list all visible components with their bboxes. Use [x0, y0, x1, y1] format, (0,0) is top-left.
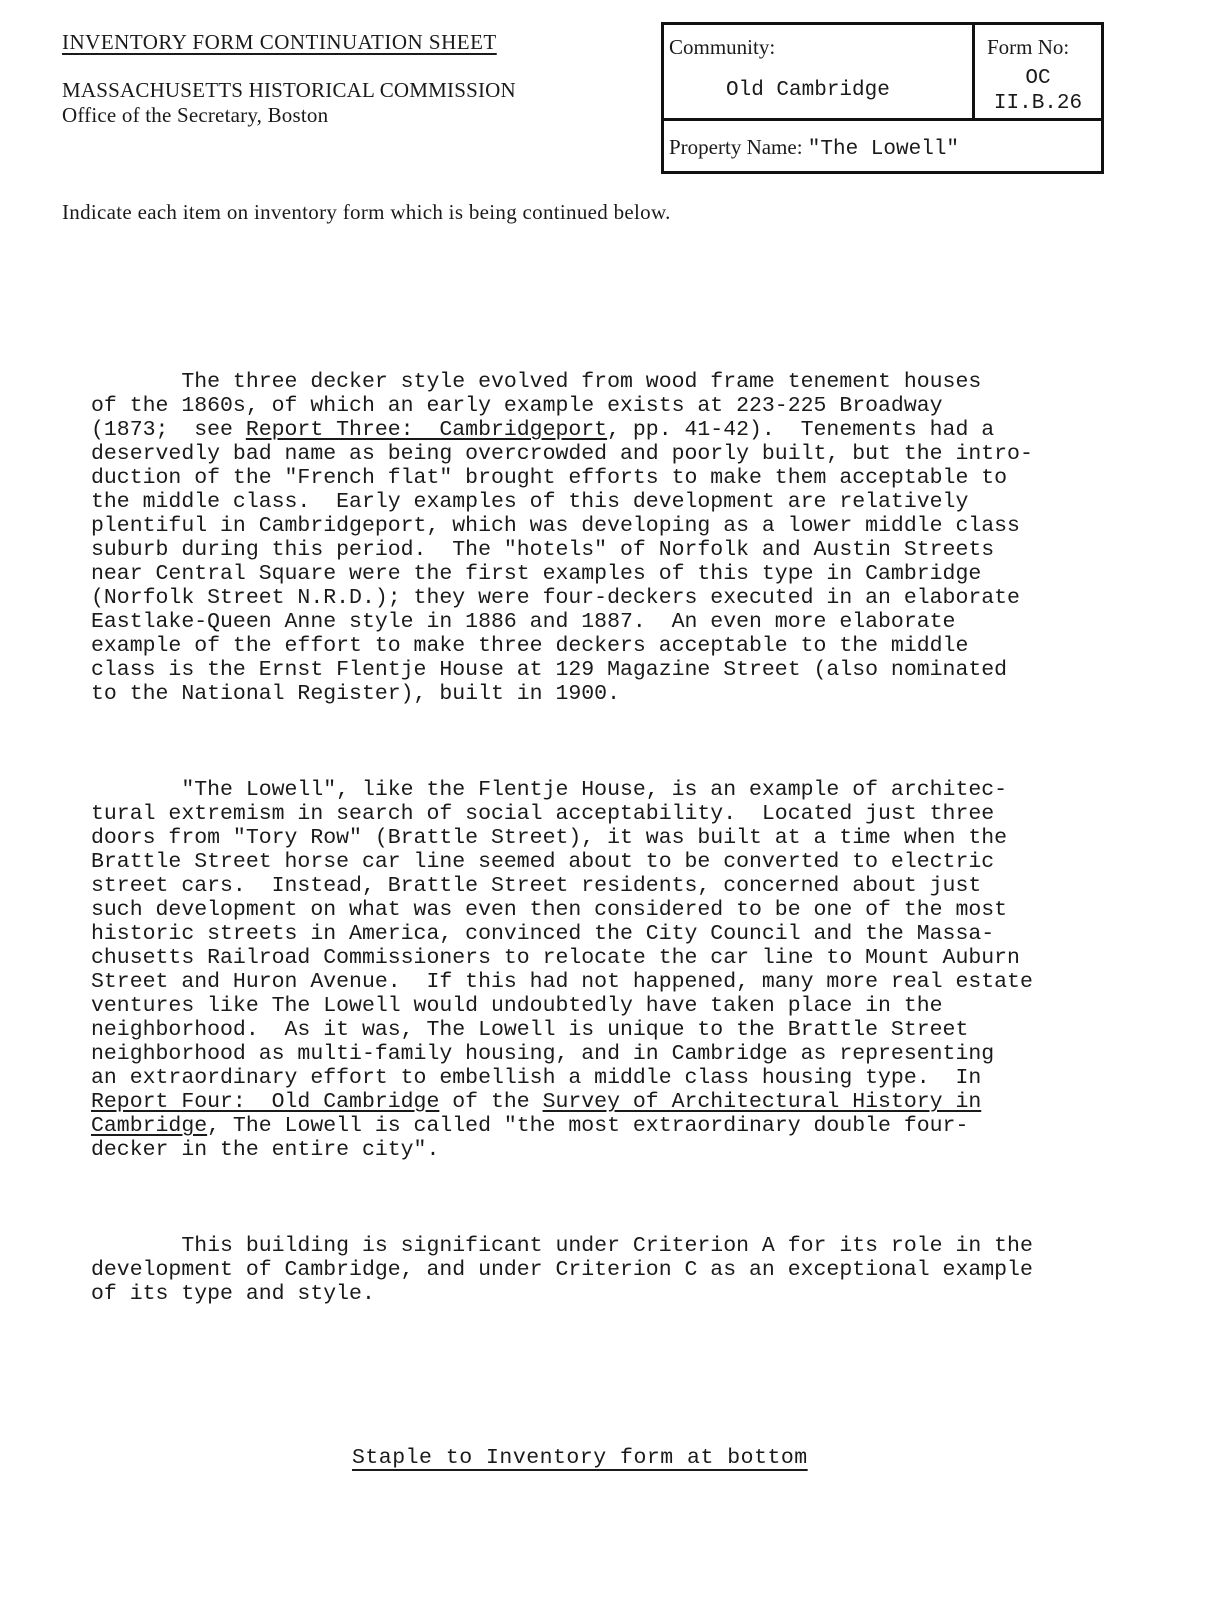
text-line: to the National Register), built in 1900. [91, 682, 620, 706]
staple-instruction: Staple to Inventory form at bottom [352, 1446, 808, 1470]
text-line: chusetts Railroad Commissioners to relocate the car line to Mount Auburn [91, 946, 1020, 970]
text-line: historic streets in America, convinced the City Council and the Massa- [91, 922, 995, 946]
text-line: of the [439, 1090, 543, 1114]
form-number-cell [975, 25, 1101, 121]
continuation-body [91, 322, 1151, 1354]
community-cell [664, 25, 975, 121]
property-name-label: Property Name: [669, 135, 803, 159]
text-line: Eastlake-Queen Anne style in 1886 and 1887. An even more elaborate [91, 610, 956, 634]
report-reference: Report Four: Old Cambridge [91, 1090, 440, 1114]
text-line: suburb during this period. The "hotels" of Norfolk and Austin Streets [91, 538, 995, 562]
survey-reference: Survey of Architectural History in [542, 1090, 982, 1114]
text-line: tural extremism in search of social acceptability. Located just three [91, 802, 995, 826]
property-name-row [669, 135, 959, 161]
paragraph-significance [91, 1234, 1151, 1306]
property-name-value: "The Lowell" [807, 138, 960, 161]
text-line: such development on what was even then considered to be one of the most [91, 898, 1008, 922]
text-line: , The Lowell is called "the most extraordinary double four- [207, 1114, 969, 1138]
form-number-code: OC [1025, 67, 1051, 90]
paragraph-the-lowell [91, 778, 1151, 1162]
form-number-label: Form No: [987, 35, 1070, 59]
text-line: ventures like The Lowell would undoubtedly have taken place in the [91, 994, 943, 1018]
form-number-value: II.B.26 [993, 92, 1083, 115]
text-line: plentiful in Cambridgeport, which was developing as a lower middle class [91, 514, 1020, 538]
text-line: neighborhood. As it was, The Lowell is unique to the Brattle Street [91, 1018, 969, 1042]
text-line: , pp. 41-42). Tenements had a [607, 418, 995, 442]
text-line: doors from "Tory Row" (Brattle Street), it was built at a time when the [91, 826, 1008, 850]
report-reference: Report Three: Cambridgeport [245, 418, 608, 442]
community-value: Old Cambridge [726, 79, 890, 102]
text-line: street cars. Instead, Brattle Street residents, concerned about just [91, 874, 982, 898]
text-line: (1873; see [91, 418, 246, 442]
text-line: of its type and style. [91, 1282, 375, 1306]
form-title: INVENTORY FORM CONTINUATION SHEET [62, 30, 497, 54]
text-line: Brattle Street horse car line seemed about to be converted to electric [91, 850, 995, 874]
form-info-box [661, 22, 1104, 174]
text-line: near Central Square were the first examples of this type in Cambridge [91, 562, 982, 586]
text-line: example of the effort to make three deckers acceptable to the middle [91, 634, 969, 658]
text-line: of the 1860s, of which an early example exists at 223-225 Broadway [91, 394, 943, 418]
instruction-text: Indicate each item on inventory form which is being continued below. [62, 200, 671, 224]
text-line: class is the Ernst Flentje House at 129 Magazine Street (also nominated [91, 658, 1008, 682]
text-line: an extraordinary effort to embellish a middle class housing type. In [91, 1066, 982, 1090]
text-line: This building is significant under Criterion A for its role in the [91, 1234, 1033, 1258]
survey-reference: Cambridge [91, 1114, 208, 1138]
text-line: (Norfolk Street N.R.D.); they were four-deckers executed in an elaborate [91, 586, 1020, 610]
office-name: Office of the Secretary, Boston [62, 103, 329, 127]
text-line: deservedly bad name as being overcrowded and poorly built, but the intro- [91, 442, 1033, 466]
text-line: decker in the entire city". [91, 1138, 440, 1162]
community-label: Community: [669, 35, 776, 59]
text-line: "The Lowell", like the Flentje House, is an example of architec- [91, 778, 1008, 802]
paragraph-history [91, 370, 1151, 706]
text-line: neighborhood as multi-family housing, and in Cambridge as representing [91, 1042, 995, 1066]
text-line: development of Cambridge, and under Criterion C as an exceptional example [91, 1258, 1033, 1282]
text-line: duction of the "French flat" brought efforts to make them acceptable to [91, 466, 1008, 490]
agency-name: MASSACHUSETTS HISTORICAL COMMISSION [62, 78, 516, 102]
text-line: the middle class. Early examples of this development are relatively [91, 490, 969, 514]
text-line: The three decker style evolved from wood frame tenement houses [91, 370, 982, 394]
text-line: Street and Huron Avenue. If this had not happened, many more real estate [91, 970, 1033, 994]
